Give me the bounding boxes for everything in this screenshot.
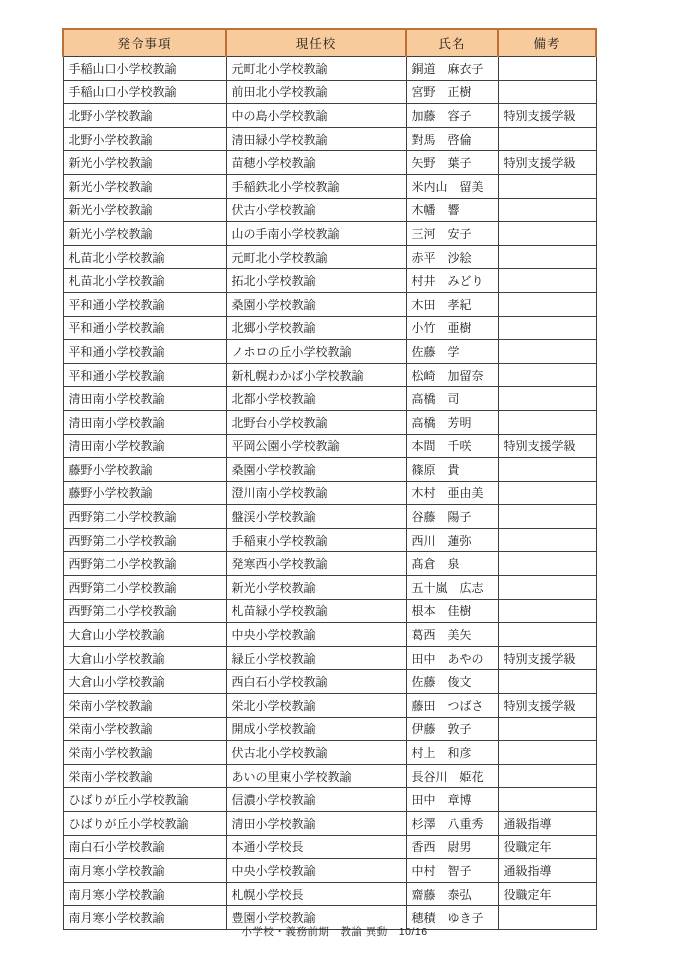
cell-name: 銅道 麻衣子 [406,57,498,81]
cell-name: 五十嵐 広志 [406,576,498,600]
cell-order: 札苗北小学校教諭 [63,245,226,269]
table-row [63,434,596,458]
cell-school: 北郷小学校教諭 [226,316,406,340]
cell-school: 北都小学校教諭 [226,387,406,411]
table-row [63,222,596,246]
cell-school: 桑園小学校教諭 [226,292,406,316]
cell-order: 平和通小学校教諭 [63,340,226,364]
page-footer: 小学校・義務前期 教諭 異動 10/16 [241,926,428,938]
cell-name: 佐藤 学 [406,340,498,364]
cell-school: 中の島小学校教諭 [226,104,406,128]
cell-order: 大倉山小学校教諭 [63,670,226,694]
cell-order: 西野第二小学校教諭 [63,552,226,576]
cell-order: 新光小学校教諭 [63,222,226,246]
cell-name: 髙倉 泉 [406,552,498,576]
table-row [63,363,596,387]
cell-note: 役職定年 [498,882,596,906]
cell-school: 手稲東小学校教諭 [226,528,406,552]
table-row [63,646,596,670]
cell-name: 對馬 啓倫 [406,127,498,151]
cell-school: 清田小学校教諭 [226,812,406,836]
cell-note [498,623,596,647]
cell-name: 木幡 響 [406,198,498,222]
cell-school: 手稲鉄北小学校教諭 [226,174,406,198]
cell-note: 特別支援学級 [498,434,596,458]
cell-school: 新札幌わかば小学校教諭 [226,363,406,387]
table-row [63,198,596,222]
cell-name: 木田 孝紀 [406,292,498,316]
cell-order: 栄南小学校教諭 [63,694,226,718]
column-header-name: 氏名 [406,29,498,57]
cell-order: 清田南小学校教諭 [63,434,226,458]
cell-order: 南月寒小学校教諭 [63,882,226,906]
cell-name: 長谷川 姫花 [406,764,498,788]
cell-order: 南月寒小学校教諭 [63,859,226,883]
table-body [63,57,596,930]
cell-order: 大倉山小学校教諭 [63,623,226,647]
cell-note: 通級指導 [498,859,596,883]
table-row [63,269,596,293]
cell-name: 香西 尉男 [406,835,498,859]
cell-order: 清田南小学校教諭 [63,387,226,411]
cell-order: 新光小学校教諭 [63,174,226,198]
cell-note [498,174,596,198]
column-header-note: 備考 [498,29,596,57]
cell-note [498,576,596,600]
cell-school: 信濃小学校教諭 [226,788,406,812]
cell-school: 伏古小学校教諭 [226,198,406,222]
table-row [63,835,596,859]
cell-order: 北野小学校教諭 [63,104,226,128]
cell-order: ひばりが丘小学校教諭 [63,812,226,836]
cell-name: 矢野 葉子 [406,151,498,175]
cell-note [498,292,596,316]
cell-school: 豊園小学校教諭 [226,906,406,930]
column-header-school: 現任校 [226,29,406,57]
cell-note [498,245,596,269]
cell-order: 平和通小学校教諭 [63,292,226,316]
cell-name: 佐藤 俊文 [406,670,498,694]
cell-name: 伊藤 敦子 [406,717,498,741]
table-row [63,104,596,128]
table-row [63,623,596,647]
table-row [63,670,596,694]
cell-school: ノホロの丘小学校教諭 [226,340,406,364]
table-row [63,528,596,552]
cell-school: 発寒西小学校教諭 [226,552,406,576]
table-row [63,882,596,906]
table-row [63,410,596,434]
cell-name: 本間 千咲 [406,434,498,458]
cell-name: 小竹 亜樹 [406,316,498,340]
cell-note [498,387,596,411]
table-row [63,127,596,151]
cell-name: 田中 章博 [406,788,498,812]
cell-note [498,127,596,151]
cell-school: 札苗緑小学校教諭 [226,599,406,623]
cell-name: 高橋 芳明 [406,410,498,434]
cell-note [498,788,596,812]
cell-name: 穂積 ゆき子 [406,906,498,930]
cell-school: 清田緑小学校教諭 [226,127,406,151]
cell-school: 中央小学校教諭 [226,859,406,883]
cell-order: 大倉山小学校教諭 [63,646,226,670]
cell-name: 米内山 留美 [406,174,498,198]
cell-school: 拓北小学校教諭 [226,269,406,293]
cell-order: 新光小学校教諭 [63,198,226,222]
cell-order: 藤野小学校教諭 [63,458,226,482]
cell-school: 中央小学校教諭 [226,623,406,647]
cell-order: 南白石小学校教諭 [63,835,226,859]
cell-name: 三河 安子 [406,222,498,246]
cell-note [498,316,596,340]
table-row [63,387,596,411]
table-row [63,717,596,741]
cell-order: 西野第二小学校教諭 [63,599,226,623]
cell-note [498,528,596,552]
cell-school: 西白石小学校教諭 [226,670,406,694]
cell-order: 栄南小学校教諭 [63,764,226,788]
cell-order: 平和通小学校教諭 [63,316,226,340]
cell-note [498,80,596,104]
table-row [63,316,596,340]
cell-order: 西野第二小学校教諭 [63,505,226,529]
cell-note: 役職定年 [498,835,596,859]
cell-school: 伏古北小学校教諭 [226,741,406,765]
cell-note: 特別支援学級 [498,104,596,128]
cell-order: 平和通小学校教諭 [63,363,226,387]
cell-note [498,458,596,482]
cell-school: 山の手南小学校教諭 [226,222,406,246]
cell-note [498,340,596,364]
cell-school: 盤渓小学校教諭 [226,505,406,529]
cell-note: 特別支援学級 [498,646,596,670]
cell-order: 札苗北小学校教諭 [63,269,226,293]
cell-note [498,505,596,529]
cell-order: 清田南小学校教諭 [63,410,226,434]
cell-note [498,741,596,765]
cell-school: 開成小学校教諭 [226,717,406,741]
cell-name: 松崎 加留奈 [406,363,498,387]
cell-name: 齋藤 泰弘 [406,882,498,906]
table-row [63,174,596,198]
column-header-order: 発令事項 [63,29,226,57]
cell-order: 西野第二小学校教諭 [63,528,226,552]
cell-order: ひばりが丘小学校教諭 [63,788,226,812]
cell-order: 手稲山口小学校教諭 [63,80,226,104]
cell-name: 篠原 貴 [406,458,498,482]
cell-name: 根本 佳樹 [406,599,498,623]
cell-note [498,269,596,293]
cell-note: 通級指導 [498,812,596,836]
cell-note [498,552,596,576]
cell-note [498,670,596,694]
cell-school: あいの里東小学校教諭 [226,764,406,788]
cell-name: 藤田 つばさ [406,694,498,718]
table-row [63,458,596,482]
table-row [63,741,596,765]
cell-order: 藤野小学校教諭 [63,481,226,505]
table-row [63,552,596,576]
cell-school: 札幌小学校長 [226,882,406,906]
cell-name: 谷藤 陽子 [406,505,498,529]
cell-school: 栄北小学校教諭 [226,694,406,718]
cell-order: 西野第二小学校教諭 [63,576,226,600]
cell-order: 栄南小学校教諭 [63,741,226,765]
table-row [63,694,596,718]
cell-name: 葛西 美矢 [406,623,498,647]
table-row [63,481,596,505]
cell-note [498,410,596,434]
cell-name: 西川 蓮弥 [406,528,498,552]
cell-note [498,57,596,81]
cell-school: 新光小学校教諭 [226,576,406,600]
cell-school: 平岡公園小学校教諭 [226,434,406,458]
table-row [63,788,596,812]
cell-name: 中村 智子 [406,859,498,883]
cell-name: 村井 みどり [406,269,498,293]
cell-name: 杉澤 八重秀 [406,812,498,836]
table-row [63,859,596,883]
cell-name: 村上 和彦 [406,741,498,765]
cell-school: 元町北小学校教諭 [226,57,406,81]
table-row [63,340,596,364]
teacher-transfer-table [62,28,597,930]
cell-order: 北野小学校教諭 [63,127,226,151]
cell-school: 元町北小学校教諭 [226,245,406,269]
cell-note [498,599,596,623]
table-row [63,505,596,529]
table-row [63,57,596,81]
cell-order: 手稲山口小学校教諭 [63,57,226,81]
cell-note [498,764,596,788]
cell-order: 南月寒小学校教諭 [63,906,226,930]
cell-name: 高橋 司 [406,387,498,411]
cell-note: 特別支援学級 [498,151,596,175]
cell-note [498,481,596,505]
cell-note [498,222,596,246]
table-row [63,812,596,836]
cell-name: 赤平 沙絵 [406,245,498,269]
cell-school: 緑丘小学校教諭 [226,646,406,670]
cell-note: 特別支援学級 [498,694,596,718]
cell-note [498,717,596,741]
cell-name: 木村 亜由美 [406,481,498,505]
cell-name: 田中 あやの [406,646,498,670]
cell-order: 栄南小学校教諭 [63,717,226,741]
table-row [63,599,596,623]
cell-note [498,198,596,222]
table-row [63,80,596,104]
cell-order: 新光小学校教諭 [63,151,226,175]
table-row [63,151,596,175]
cell-school: 苗穂小学校教諭 [226,151,406,175]
table-row [63,292,596,316]
table-row [63,245,596,269]
cell-note [498,363,596,387]
cell-school: 桑園小学校教諭 [226,458,406,482]
cell-school: 澄川南小学校教諭 [226,481,406,505]
cell-school: 本通小学校長 [226,835,406,859]
table-row [63,764,596,788]
cell-name: 宮野 正樹 [406,80,498,104]
cell-school: 北野台小学校教諭 [226,410,406,434]
cell-name: 加藤 容子 [406,104,498,128]
table-row [63,576,596,600]
cell-school: 前田北小学校教諭 [226,80,406,104]
table-header-row [63,29,596,57]
